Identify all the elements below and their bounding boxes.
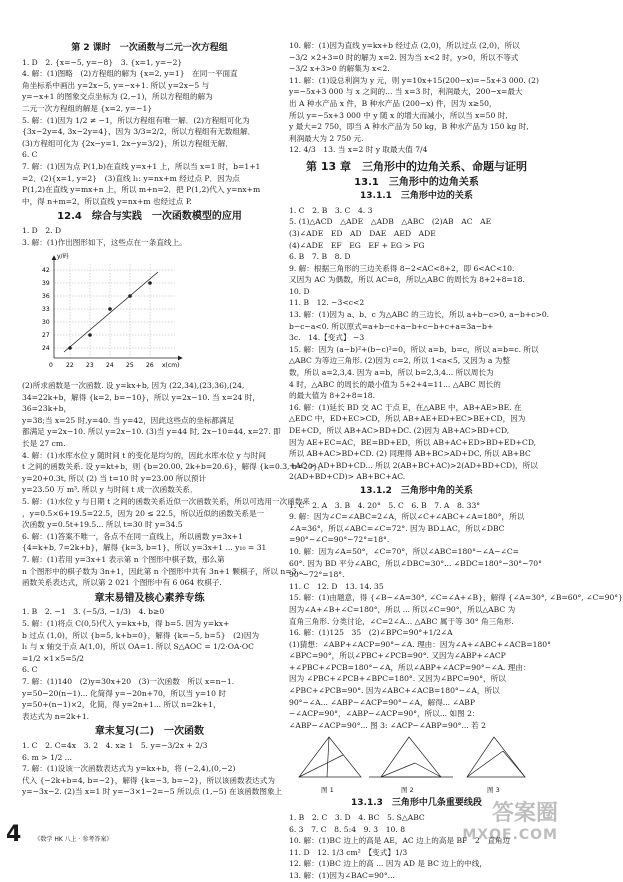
answer-line: 2(AD+BD+CD)> AB+BC+AC.: [289, 472, 406, 482]
subsection-title: 13.1.2 三角形中角的关系: [360, 485, 473, 496]
graph-svg: [40, 250, 190, 378]
answer-line: −∠ACP=90°，∠ABP−∠ACP=90°，所以... 如图 2：: [289, 709, 480, 719]
answer-line: 利润最大为 2 750 元.: [289, 133, 364, 143]
answer-line: 3. 解：(1)作出图形如下，这些点在一条直线上。: [22, 237, 187, 247]
answer-line: 6. 3 7. C 8. 5:4 9. 3 10. 8: [289, 824, 406, 834]
section-body: [289, 40, 544, 156]
answer-line: b−c−a<0. 所以原式=a+b−c+a−b+c−b+c+a=3a−b+: [289, 321, 494, 331]
y-tick: 24: [42, 345, 50, 353]
section-body: [22, 57, 277, 208]
answer-line: △ABC 为等边三角形. (2)因为 c=2, 所以 1<a<5, 又因为 a 为整: [289, 356, 510, 366]
y-tick: 27: [42, 332, 50, 340]
answer-line: 4 时，△ABC 的周长的最小值为 5+2+4=11... △ABC 周长的: [289, 379, 501, 389]
triangle-figures: [289, 733, 539, 795]
answer-line: 6. m > 1/2 ...: [22, 752, 72, 762]
answer-line: 1. B 2. −1 3. (−5/3, −1/3) 4. b≥0: [22, 607, 165, 617]
data-point: [128, 294, 132, 298]
answer-line: {4=k+b, 7=2k+b}，解得 {k=3, b=1}，所以 y=3x+1 ... y₁₀ = 31: [22, 543, 267, 553]
answer-line: 都满足 y=2x−10. 所以 y=2x−10. (3)当 y=44 时, 2x−10=44, x=27. 即: [22, 427, 281, 437]
answer-line: +AC > AD+BD+CD... 所以 2(AB+BC+AC)>2(AD+BD+CD)，所以: [289, 460, 538, 470]
answer-line: 11. C 12. D 13. 14. 35: [289, 581, 384, 591]
answer-line: 直角三角形. 分类讨论，∠C=2∠A... △ABC 属于等 30° 角三角形.: [289, 616, 514, 626]
y-tick: 36: [42, 293, 50, 301]
answer-line: 4. 解：(1)水库水位 y 随时间 t 的变化是均匀的，因此水库水位 y 与时间: [22, 450, 266, 460]
answer-line: 11. D 12. 1/3 cm² 【变式】1/3: [289, 847, 408, 857]
answer-line: 11. 解：(1)设总利润为 y 元，则 y=10x+15(200−x)=−5x+3 000. (2): [289, 75, 539, 85]
answer-line: 因为∠A+∠B+∠C=180°，所以 ... 所以∠C=90°，所以△ABC 为: [289, 604, 516, 614]
answer-line: 又因为 AC 为偶数，所以 AC=8，所以△ABC 的周长为 8+2+8=18.: [289, 275, 525, 285]
answer-line: 表达式为 n=2k+1.: [22, 711, 90, 721]
answer-line: y=20+0.3t, 所以 (2) 当 t=10 时 y=23.00 所以预计: [22, 473, 207, 483]
section-title: 第 2 课时 一次函数与二元一次方程组: [71, 43, 228, 53]
y-axis-label: y/码: [57, 253, 69, 261]
answer-line: 7. 解：(1)因为点 P(1,b)在直线 y=x+1 上，所以当 x=1 时，b=1+1: [22, 161, 261, 171]
answer-line: y=23.50 万 m³. 所以 y 与时间 t 成一次函数关系．: [22, 485, 198, 495]
answer-line: ∠PBC+∠PCB=90°. 因为∠ABC+∠ACB=180°−∠A，所以: [289, 686, 500, 696]
triangle-figure-2: [381, 737, 441, 777]
answer-line: 所以 y=−5x+3 000 中 y 随 x 的增大而减小，所以当 x=50 时,: [289, 110, 508, 120]
answer-line: 长是 27 cm.: [22, 439, 66, 449]
right-column: [289, 40, 623, 882]
answer-line: 1. C 2. B 3. C 4. 3: [289, 205, 373, 215]
footer-text: 《数学 HK 八上 · 参考答案》: [34, 836, 113, 843]
x-tick: 23: [86, 362, 94, 370]
x-tick: 0: [49, 362, 53, 370]
answer-line: −3/2 x+3>0 的解集为 x<2.: [289, 64, 390, 74]
answer-line: 12. 解：(1)BC 边上的高 ... 因为 AD 是 BC 边上的中线，: [289, 859, 487, 869]
answer-line: 5. 解：(1)将点 C(0,5)代入 y=kx+b，得 b=5. 因为 y=kx+: [22, 618, 230, 628]
section-body: [289, 205, 550, 483]
data-point: [148, 281, 152, 285]
answer-line: 3c. 14.【变式】 −3: [289, 333, 365, 343]
section-title: 13.1 三角形中的边角关系: [354, 176, 479, 188]
subsection-title: 13.1.3 三角形中几条重要线段: [351, 798, 482, 809]
answer-line: P(1,2)在直线 y=mx+n 上，所以 m+n=2．把 P(1,2)代入 y=nx+m: [22, 185, 261, 195]
page-number: 4: [6, 822, 22, 847]
answer-line: 因为 AE+EC=AC，BE=BD+ED，所以 AB+AC+ED>BD+ED+CD,: [289, 437, 537, 447]
answer-line: y 最大=2 750，即当 A 种水产品为 50 kg，B 种水产品为 150 kg 时,: [289, 122, 529, 132]
answer-line: −3/2 ×2+3=0 时的解为 x=2. 因为当 x<2 时，y>0，所以不等式: [289, 52, 519, 62]
section-title: 章末易错及核心素养专练: [94, 592, 205, 604]
answer-line: 5. (1)△ACD △ADE △ADB △ABC (2)AB AC AE: [289, 217, 492, 227]
section-body: [22, 225, 277, 248]
answer-line: 5. 解：(1)因为 1/2 ≠ −1，所以方程组有唯一解．(2)方程组可化为: [22, 115, 250, 125]
answer-line: 7. 解：(1)若用 y=3x+1 表示第 n 个图形中棋子数，那么第: [22, 555, 225, 564]
data-point: [108, 307, 112, 311]
answer-line: (3)方程组可化为 {2x−y=1, 2x−y=3/2}，所以方程组无解．: [22, 138, 233, 148]
y-tick: 42: [42, 267, 50, 275]
y-tick: 30: [42, 319, 50, 327]
answer-line: 9. 解：根据三角形的三边关系得 8−2<AC<8+2，即 6<AC<10.: [289, 263, 515, 273]
answer-line: 中，得 n+m=2，所以直线 y=nx+m 也经过点 P.: [22, 196, 192, 206]
answer-line: 1. D 2. {x=−5, y=−8} 3. {x=1, y=−2}: [22, 57, 183, 67]
answer-line: 36=23k+b，: [22, 404, 72, 414]
answer-line: 10. 解：(1)BC 边上的高是 AE，AC 边上的高是 BF 2 直角边: [289, 836, 511, 846]
answer-line: y=50−20(n−1)... 化简得 y=−20n+70，所以当 y=10 时: [22, 688, 226, 698]
section-body: [22, 740, 283, 798]
y-tick: 33: [42, 306, 50, 314]
gridlines: [54, 264, 175, 358]
answer-line: (3)∠ADE ED AD DAE AED ADE: [289, 228, 436, 238]
answer-line: ∠BPC=90°，所以∠PBC+∠PCB=90°. 又因为∠ABP+∠ACP: [289, 651, 506, 661]
x-tick: 22: [66, 362, 74, 370]
answer-line: DE+CD，所以 AB+AC>BD+DC. (2)因为 AB+AC>BD+CD,: [289, 426, 510, 435]
answer-line: y=38;当 x=25 时,y=40. 当 y=42，因此这些点的坐标都满足: [22, 415, 235, 425]
answer-line: (4)∠ADE EF EG EF + EG > FG: [289, 240, 425, 250]
answer-line: 60°. 因为 BD 平分∠ABC，所以∠DBC=30°... ∠BDC=180°−30°−70°: [289, 558, 542, 568]
answer-line: b 过点 (1,0)，所以 {b=5, k+b=0}，解得 {k=−5, b=5} (2)因为: [22, 630, 260, 640]
figures-svg: [289, 733, 539, 785]
answer-line: 数，所以 a=2,3,4. 因为 a=b，所以 b=2,3,4... 所以周长为: [289, 368, 494, 378]
answer-line: 6. 解：(1)答案不唯一，各点不在同一直线上，所以函数 y=3x+1: [22, 531, 243, 541]
answer-line: {3x−2y=4, 3x−2y=4}，因为 3/3=2/2，所以方程组有无数组解．: [22, 127, 256, 137]
answer-line: =90°−∠C=90°−72°=18°.: [289, 535, 390, 545]
x-tick: 26: [146, 362, 154, 370]
x-axis-label: x(cm): [162, 362, 180, 370]
section-body: [22, 606, 277, 722]
answer-line: 角坐标系中画出 y=2x−5, y=−x+1. 所以 y=2x−5 与: [22, 80, 210, 90]
answer-line: 90°−∠A... ∠ABP−∠ACP=90°−∠A，解得... ∠ABP: [289, 697, 475, 707]
answer-line: t 之间的函数关系. 设 y=kt+b，则 {b=20.00, 2k+b=20.6}，解得 {k=0.3, b=20}，: [22, 462, 326, 472]
answer-line: +∠PBC+∠PCB=180°−∠A，所以∠ABP+∠ACP=90°−∠A. 理由：: [289, 662, 531, 672]
answer-line: 6. C: [22, 150, 38, 160]
answer-line: 出 A 种水产品 x 件，B 种水产品 (200−x) 件，因为 x≥50，: [289, 98, 497, 108]
answer-line: 次函数 y=0.5t+19.5... 所以 t=30 时 y=34.5: [22, 520, 183, 530]
triangle-figure-1: [299, 737, 361, 777]
answer-line: y=−x+1 的图象交点坐标为 (2,−1)，所以方程组的解为: [22, 92, 213, 102]
answer-line: 7. 解：(1)140 (2)y=30x+20 (3)一次函数 所以 x=n−1.: [22, 676, 235, 686]
answer-line: 1. C 2. A 3. B 4. 20° 5. C 6. B 7. A 8. 33°: [289, 500, 481, 510]
answer-line: y=−3x−2. (2)当 x=1 时 y=−3×1−2=−5 所以点 (1,−5) 在该函数图象上: [22, 787, 283, 797]
x-tick: 24: [106, 362, 114, 370]
figure-caption: 图 2: [401, 786, 414, 795]
answer-line: =1/2 ×1×5=5/2: [22, 653, 84, 663]
x-tick: 25: [126, 362, 134, 370]
answer-line: 34=22k+b，解得 {k=2, b=−10}，所以 y=2x−10. 当 x=24 时，: [22, 392, 260, 402]
answer-line: 4. 解：(1)图略 (2)方程组的解为 {x=2, y=1} 在同一平面直: [22, 69, 238, 79]
answer-line: 7. 解：(1)设该一次函数表达式为 y=kx+b，将 (−2,4),(0,−2): [22, 764, 236, 774]
answer-line: 6. B 7. B 8. D: [289, 252, 351, 262]
figure-caption: 图 1: [321, 786, 334, 795]
answer-line: 15. 解：因为 (a−b)²+(b−c)²=0，所以 a=b，b=c，所以 a=b=c. 所以: [289, 344, 539, 354]
answer-line: 16. 解：(1)延长 BD 交 AC 于点 E，在△ABE 中，AB+AE>BE. 在: [289, 402, 522, 412]
answer-line: 6. C: [22, 665, 38, 675]
answer-line: 10. 解：因为∠A=50°，∠C=70°，所以∠ABC=180°−∠A−∠C=: [289, 546, 520, 556]
answer-line: 9. 解：因为∠C=∠ABC=2∠A，所以∠C+∠ABC+∠A=180°，所以: [289, 512, 525, 522]
answer-line: 1. D 2. D: [22, 225, 62, 235]
answer-line: 代入 {−2k+b=4, b=−2}，解得 {k=−3, b=−2}，所以该函数表达式为: [22, 775, 275, 785]
answer-line: 13. 解：(1)因为∠BAC=90°...: [289, 871, 395, 880]
page-footer: [6, 822, 112, 847]
section-title: 12.4 综合与实践 一次函数模型的应用: [57, 211, 242, 223]
figure-caption: 图 3: [487, 786, 500, 795]
answer-line: n 个图形中的棋子数为 3n+1，因此第 n 个图形中共有 3n+1 颗棋子，所以 n=3...: [22, 566, 304, 576]
answer-line: ∠ABP−∠ACP=90°... 图 3: ∠ACP−∠ABP=90°... 若 2: [289, 720, 486, 730]
answer-line: 10. D: [289, 286, 310, 296]
answer-line: 15. 解：(1)由题意，得 {∠B−∠A=30°, ∠C=∠A+∠B}，解得 {∠A=30°, ∠B=60°, ∠C=90°}: [289, 593, 623, 603]
answer-line: l₁ 与 x 轴交于点 A(1,0)，所以 OA=1. 所以 S△AOC = 1/2·OA·OC: [22, 642, 254, 652]
answer-line: 12. 4/3 13. 当 x=2 时 y 取最大值 7/4: [289, 145, 428, 155]
answer-line: 因为 ∠PBC+∠PCB+∠BPC=180°. 又因为∠BPC=90°，所以: [289, 674, 506, 684]
chapter-title: 第 13 章 三角形中的边角关系、命题与证明: [306, 159, 527, 173]
answer-line: 10. 解：(1)因为直线 y=kx+b 经过点 (2,0)，所以过点 (2,0)，所以: [289, 41, 520, 50]
answer-line: △EDC 中，ED+EC>CD，所以 AB+AE+ED+EC>BE+CD，因为: [289, 414, 526, 424]
answer-line: y=−5x+3 000 与 x 之间的... 当 x=3 时，利润最大，200−x=最大: [289, 87, 523, 97]
answer-line: ∠A=36°，所以∠ABC=∠C=72°. 因为 BD⊥AC，所以∠DBC: [289, 523, 505, 533]
subsection-title: 13.1.1 三角形中边的关系: [360, 191, 473, 202]
watermark-logo: [462, 796, 558, 843]
answer-line: 13. 解：(1)因为 a、b、c 为△ABC 的三边长，所以 a+b−c>0, a−b+c>0.: [289, 310, 550, 320]
answer-line: (2)所求函数是一次函数. 设 y=kx+b, 因为 (22,34),(23,36),(24,: [22, 381, 245, 391]
answer-line: y=50+(n−1)×2，化简，得 y=2n+1... 所以 n=2k+1，: [22, 700, 221, 710]
answer-line: 90°−72°=18°.: [289, 570, 345, 580]
answer-line: 的最大值为 8+2+8=18.: [289, 391, 376, 401]
answer-line: 函数关系表达式，所以第 2 021 个图形中有 6 064 枚棋子.: [22, 578, 222, 588]
answer-line: 二元一次方程组的解是 {x=2, y=−1}: [22, 103, 153, 113]
section-title: 章末复习(二) 一次函数: [94, 726, 205, 738]
answer-line: 11. B 12. −3<c<2: [289, 298, 365, 308]
section-body: [289, 500, 623, 732]
answer-line: ，y=0.5×6+19.5=22.5，因为 20 ≤ 22.5，所以近似的函数关系是一: [22, 508, 265, 518]
scatter-graph: [40, 250, 190, 378]
answer-line: 16. 解：(1)125 35 (2)∠BPC=90°+1/2∠A: [289, 628, 453, 638]
data-point: [88, 333, 92, 337]
watermark-url: MXQE.COM: [462, 827, 558, 843]
answer-line: 1. B 2. C 3. D 4. BC 5. S△ABC: [289, 813, 425, 823]
answer-line: 5. 解：(1)水位 y 与日期 t 之间的函数关系近似一次函数关系，所以可选用一次函数来: [22, 497, 311, 507]
data-point: [68, 346, 72, 350]
answer-line: =2．(2){x=1, y=2} (3)直线 l₁: y=nx+m 经过点 P．因为点: [22, 173, 240, 183]
answer-line: (1)猜想：∠ABP+∠ACP=90°−∠A. 理由：因为∠A+∠ABC+∠ACB=180°: [289, 639, 551, 649]
answer-line: 所以 AB+AC>BD+CD. (2) 同理得 AB+BC>AD+DC, 所以 AB+BC: [289, 449, 531, 459]
trend-line: [64, 272, 158, 352]
watermark-text: 答案圈: [491, 801, 558, 826]
y-tick: 39: [42, 280, 50, 288]
answer-line: 1. C 2. C=4x 3. 2 4. x≥ 1 5. y=−3/2x + 2/3: [22, 740, 208, 750]
